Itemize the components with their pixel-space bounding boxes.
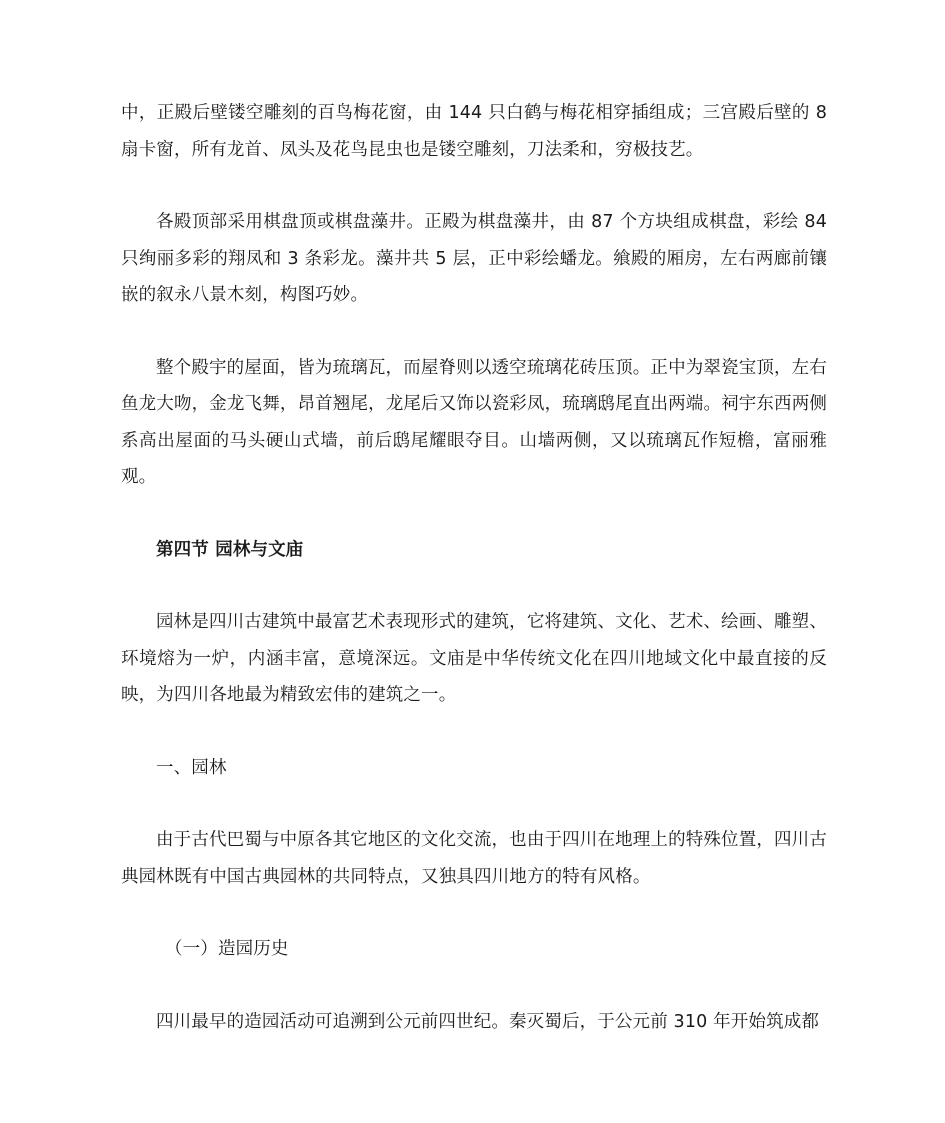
paragraph-garden-history: 四川最早的造园活动可追溯到公元前四世纪。秦灭蜀后，于公元前 310 年开始筑成都 xyxy=(156,1011,820,1032)
paragraph-gardens-temples-intro: 园林是四川古建筑中最富艺术表现形式的建筑，它将建筑、文化、艺术、绘画、雕塑、环境熔为一炉，内涵丰富，意境深远。文庙是中华传统文化在四川地域文化中最直接的反映，为四川各地最为精致宏伟的建筑之一。 xyxy=(121,612,827,705)
paragraph-glazed-roof: 整个殿宇的屋面，皆为琉璃瓦，而屋脊则以透空琉璃花砖压顶。正中为翠瓷宝顶，左右鱼龙大吻，金龙飞舞，昂首翘尾，龙尾后又饰以瓷彩凤，琉璃鸱尾直出两端。祠宇东西两侧系高出屋面的马头硬山式墙，前后鸱尾耀眼夺目。山墙两侧，又以琉璃瓦作短檐，富丽雅观。 xyxy=(121,357,827,487)
paragraph-carved-windows: 中，正殿后壁镂空雕刻的百鸟梅花窗，由 144 只白鹤与梅花相穿插组成；三宫殿后壁的 8 扇卡窗，所有龙首、凤头及花鸟昆虫也是镂空雕刻，刀法柔和，穷极技艺。 xyxy=(121,103,827,160)
paragraph-garden-features: 由于古代巴蜀与中原各其它地区的文化交流，也由于四川在地理上的特殊位置，四川古典园林既有中国古典园林的共同特点，又独具四川地方的特有风格。 xyxy=(121,830,827,887)
document-body xyxy=(121,95,827,1040)
section-heading: 第四节 园林与文庙 xyxy=(156,539,304,560)
subheading-garden-history: （一）造园历史 xyxy=(165,939,289,959)
subheading-gardens: 一、园林 xyxy=(156,757,227,778)
paragraph-ceiling-caissons: 各殿顶部采用棋盘顶或棋盘藻井。正殿为棋盘藻井，由 87 个方块组成棋盘，彩绘 84 只绚丽多彩的翔凤和 3 条彩龙。藻井共 5 层，正中彩绘蟠龙。飨殿的厢房，左右两廊前镶嵌的叙永八景木刻，构图巧妙。 xyxy=(121,212,827,305)
